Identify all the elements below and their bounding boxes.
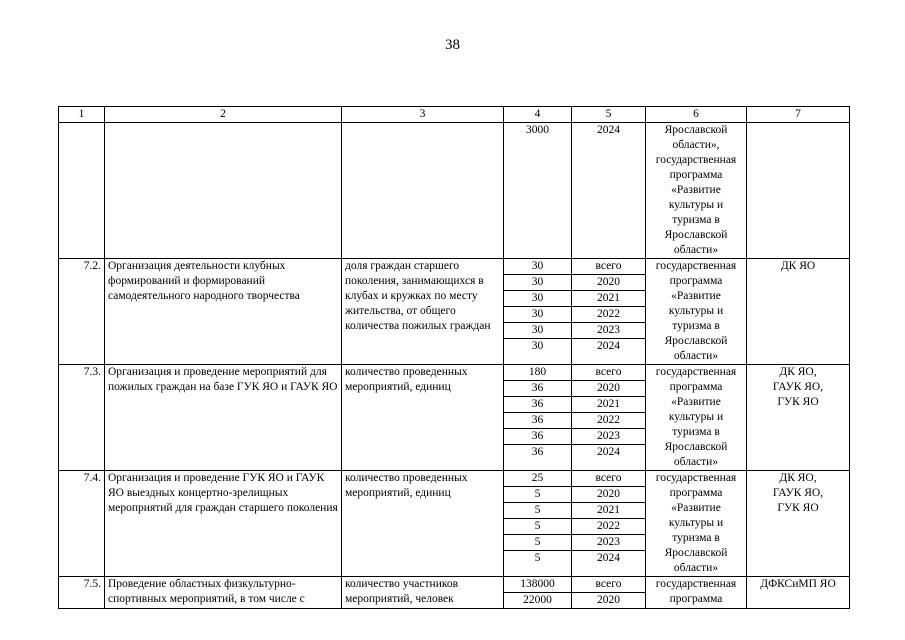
program-cell (646, 123, 747, 259)
program-line: области» (673, 244, 719, 256)
value: 180 (504, 365, 571, 381)
table-row (59, 471, 850, 577)
executor: ДК ЯО, (779, 472, 817, 484)
year: 2022 (572, 519, 645, 535)
values-cell (504, 577, 572, 609)
item-number: 7.5. (59, 577, 105, 609)
value: 36 (504, 397, 571, 413)
executor: ГУК ЯО (777, 396, 819, 408)
year: всего (572, 471, 645, 487)
year: 2024 (597, 340, 620, 352)
program-line: государственная (655, 154, 737, 166)
column-number: 5 (572, 107, 646, 123)
year: 2021 (572, 397, 645, 413)
item-name-cell (105, 123, 342, 259)
value: 30 (504, 275, 571, 291)
program-line: туризма в (672, 426, 720, 438)
executor: ДК ЯО, (779, 366, 817, 378)
program-line: Ярославской (664, 229, 728, 241)
program-line: государственная (655, 260, 737, 272)
program-line: области» (673, 350, 719, 362)
program-line: «Развитие (671, 290, 721, 302)
year: 2020 (572, 381, 645, 397)
program-line: туризма в (672, 532, 720, 544)
table-row (59, 259, 850, 365)
item-name: Организация и проведение мероприятий для пожилых граждан на базе ГУК ЯО и ГАУК ЯО (105, 365, 342, 471)
program-line: туризма в (672, 214, 720, 226)
value: 138000 (504, 577, 571, 593)
program-line: «Развитие (671, 396, 721, 408)
values-cell (504, 471, 572, 577)
executor-cell (747, 259, 850, 365)
executor-cell (747, 365, 850, 471)
value: 36 (504, 429, 571, 445)
value: 22000 (523, 594, 552, 606)
indicator: количество участников мероприятий, человек (342, 577, 504, 609)
program-line: программа (669, 487, 723, 499)
value: 5 (504, 487, 571, 503)
program-line: государственная (655, 366, 737, 378)
year: 2022 (572, 307, 645, 323)
value: 30 (504, 323, 571, 339)
column-number-row (59, 107, 850, 123)
program-cell (646, 259, 747, 365)
program-line: программа (669, 381, 723, 393)
value: 5 (504, 519, 571, 535)
year: 2023 (572, 323, 645, 339)
item-name: Организация деятельности клубных формирований и формирований самодеятельного народного творчества (105, 259, 342, 365)
executor: ГАУК ЯО, (772, 381, 824, 393)
program-line: области» (673, 562, 719, 574)
program-line: Ярославской (664, 441, 728, 453)
program-line: программа (669, 275, 723, 287)
indicator: доля граждан старшего поколения, занимающихся в клубах и кружках по месту жительства, от общего количества пожилых граждан (342, 259, 504, 365)
program-line: культуры и (668, 411, 724, 423)
indicator: количество проведенных мероприятий, единиц (342, 365, 504, 471)
value: 30 (531, 340, 544, 352)
column-number: 2 (105, 107, 342, 123)
executor: ГАУК ЯО, (772, 487, 824, 499)
item-number: 7.4. (59, 471, 105, 577)
value: 5 (504, 503, 571, 519)
continuation-row (59, 123, 850, 259)
year: 2021 (572, 291, 645, 307)
program-line: программа (669, 593, 723, 605)
program-line: культуры и (668, 517, 724, 529)
column-number: 1 (59, 107, 105, 123)
page-number: 38 (445, 37, 460, 53)
item-name: Организация и проведение ГУК ЯО и ГАУК ЯО выездных концертно-зрелищных мероприятий для граждан старшего поколения (105, 471, 342, 577)
year: 2023 (572, 429, 645, 445)
years-cell (572, 577, 646, 609)
column-number: 4 (504, 107, 572, 123)
program-line: области», (672, 139, 720, 151)
year: всего (572, 577, 645, 593)
program-line: туризма в (672, 320, 720, 332)
years-cell (572, 365, 646, 471)
year: 2020 (572, 275, 645, 291)
column-number: 6 (646, 107, 747, 123)
executor: ДФКСиМП ЯО (760, 578, 836, 590)
value: 36 (531, 446, 544, 458)
column-number: 3 (342, 107, 504, 123)
program-line: Ярославской (664, 124, 728, 136)
program-line: Ярославской (664, 547, 728, 559)
executor: ДК ЯО (780, 260, 816, 272)
program-cell (646, 577, 747, 609)
indicator-cell (342, 123, 504, 259)
values-cell (504, 259, 572, 365)
executor-cell (747, 123, 850, 259)
year: всего (572, 365, 645, 381)
program-line: государственная (655, 472, 737, 484)
program-line: культуры и (668, 305, 724, 317)
value: 36 (504, 413, 571, 429)
program-cell (646, 365, 747, 471)
year: 2022 (572, 413, 645, 429)
program-line: «Развитие (671, 184, 721, 196)
values-cell (504, 365, 572, 471)
value: 30 (504, 307, 571, 323)
program-line: программа (669, 169, 723, 181)
program-line: государственная (655, 578, 737, 590)
program-line: области» (673, 456, 719, 468)
year: 2023 (572, 535, 645, 551)
item-number: 7.2. (59, 259, 105, 365)
executor-cell (747, 577, 850, 609)
program-line: Ярославской (664, 335, 728, 347)
table-row (59, 577, 850, 609)
program-cell (646, 471, 747, 577)
program-line: культуры и (668, 199, 724, 211)
value: 30 (504, 259, 571, 275)
year: 2024 (597, 446, 620, 458)
item-number: 7.3. (59, 365, 105, 471)
value: 30 (504, 291, 571, 307)
year: 2021 (572, 503, 645, 519)
year: 2020 (597, 594, 620, 606)
years-cell (572, 471, 646, 577)
item-number-cell (59, 123, 105, 259)
indicator: количество проведенных мероприятий, единиц (342, 471, 504, 577)
item-name: Проведение областных физкультурно-спортивных мероприятий, в том числе с (105, 577, 342, 609)
value: 5 (534, 552, 541, 564)
year-cell: 2024 (572, 123, 646, 259)
years-cell (572, 259, 646, 365)
plan-table (58, 106, 850, 609)
year: 2020 (572, 487, 645, 503)
value: 36 (504, 381, 571, 397)
year: всего (572, 259, 645, 275)
column-number: 7 (747, 107, 850, 123)
executor-cell (747, 471, 850, 577)
value-cell: 3000 (504, 123, 572, 259)
program-line: «Развитие (671, 502, 721, 514)
year: 2024 (597, 552, 620, 564)
executor: ГУК ЯО (777, 502, 819, 514)
table-row (59, 365, 850, 471)
value: 5 (504, 535, 571, 551)
value: 25 (504, 471, 571, 487)
